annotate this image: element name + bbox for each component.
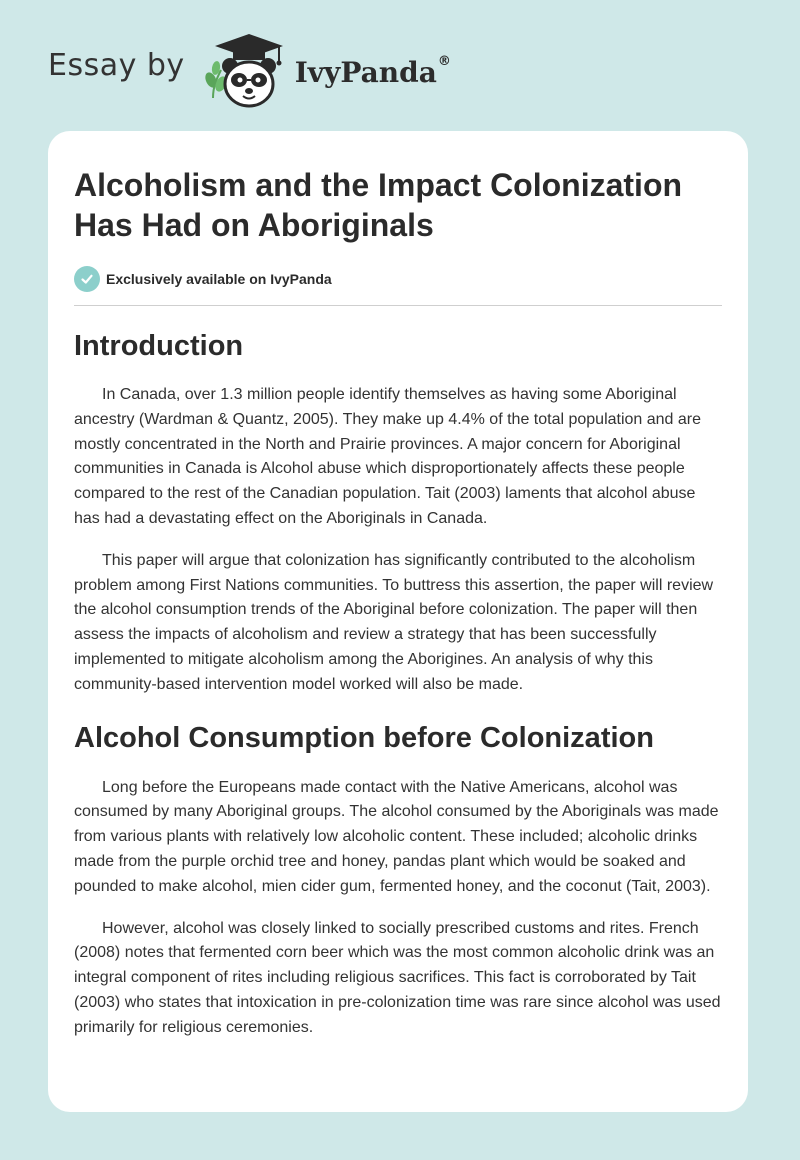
panda-logo-icon[interactable] [199,30,291,110]
check-icon [74,266,100,292]
paragraph: This paper will argue that colonization has significantly contributed to the alcoholism problem among First Nations communities. To buttress this assertion, the paper will review the alcohol consumption trends of the Aboriginal before colonization. The paper will then assess the impacts of alcoholism and review a strategy that has been successfully implemented to mitigate alcoholism among the Aborigines. An analysis of why this community-based intervention model worked will also be made. [74,551,714,693]
exclusive-label: Exclusively available on IvyPanda [106,271,332,287]
paragraph: In Canada, over 1.3 million people identify themselves as having some Aboriginal ancestry (Wardman & Quantz, 2005). They make up 4.4% of the total population and are mostly concentrated in the North and Prairie provinces. A major concern for Aboriginal communities in Canada is Alcohol abuse which disproportionately affects these people compared to the rest of the Canadian population. Tait (2003) laments that alcohol abuse has had a devastating effect on the Aboriginals in Canada. [74,386,702,527]
registered-mark: ® [437,53,451,69]
section-heading-introduction: Introduction [74,330,244,362]
page-title: Alcoholism and the Impact Colonization Has Had on Aboriginals [74,167,683,243]
section-heading-alcohol-consumption: Alcohol Consumption before Colonization [74,721,654,754]
essay-by-label: Essay by [48,47,185,83]
article-card [48,131,748,1112]
exclusive-badge [74,265,722,293]
paragraph: Long before the Europeans made contact with the Native Americans, alcohol was consumed by many Aboriginal groups. The alcohol consumed by the Aboriginals was made from various plants with relatively low alcoholic content. These included; alcoholic drinks made from the purple orchid tree and honey, pandas plant which would be soaked and pounded to make alcohol, mien cider gum, fermented honey, and the coconut (Tait, 2003). [74,778,719,895]
paragraph: However, alcohol was closely linked to socially prescribed customs and rites. French (2008) notes that fermented corn beer which was the most common alcoholic drink was an integral component of rites including religious sacrifices. This fact is corroborated by Tait (2003) who states that intoxication in pre-colonization time was rare since alcohol was used primarily for religious ceremonies. [74,919,721,1036]
divider [74,305,722,306]
brand-name[interactable]: IvyPanda® [294,53,451,89]
site-header [48,30,451,110]
